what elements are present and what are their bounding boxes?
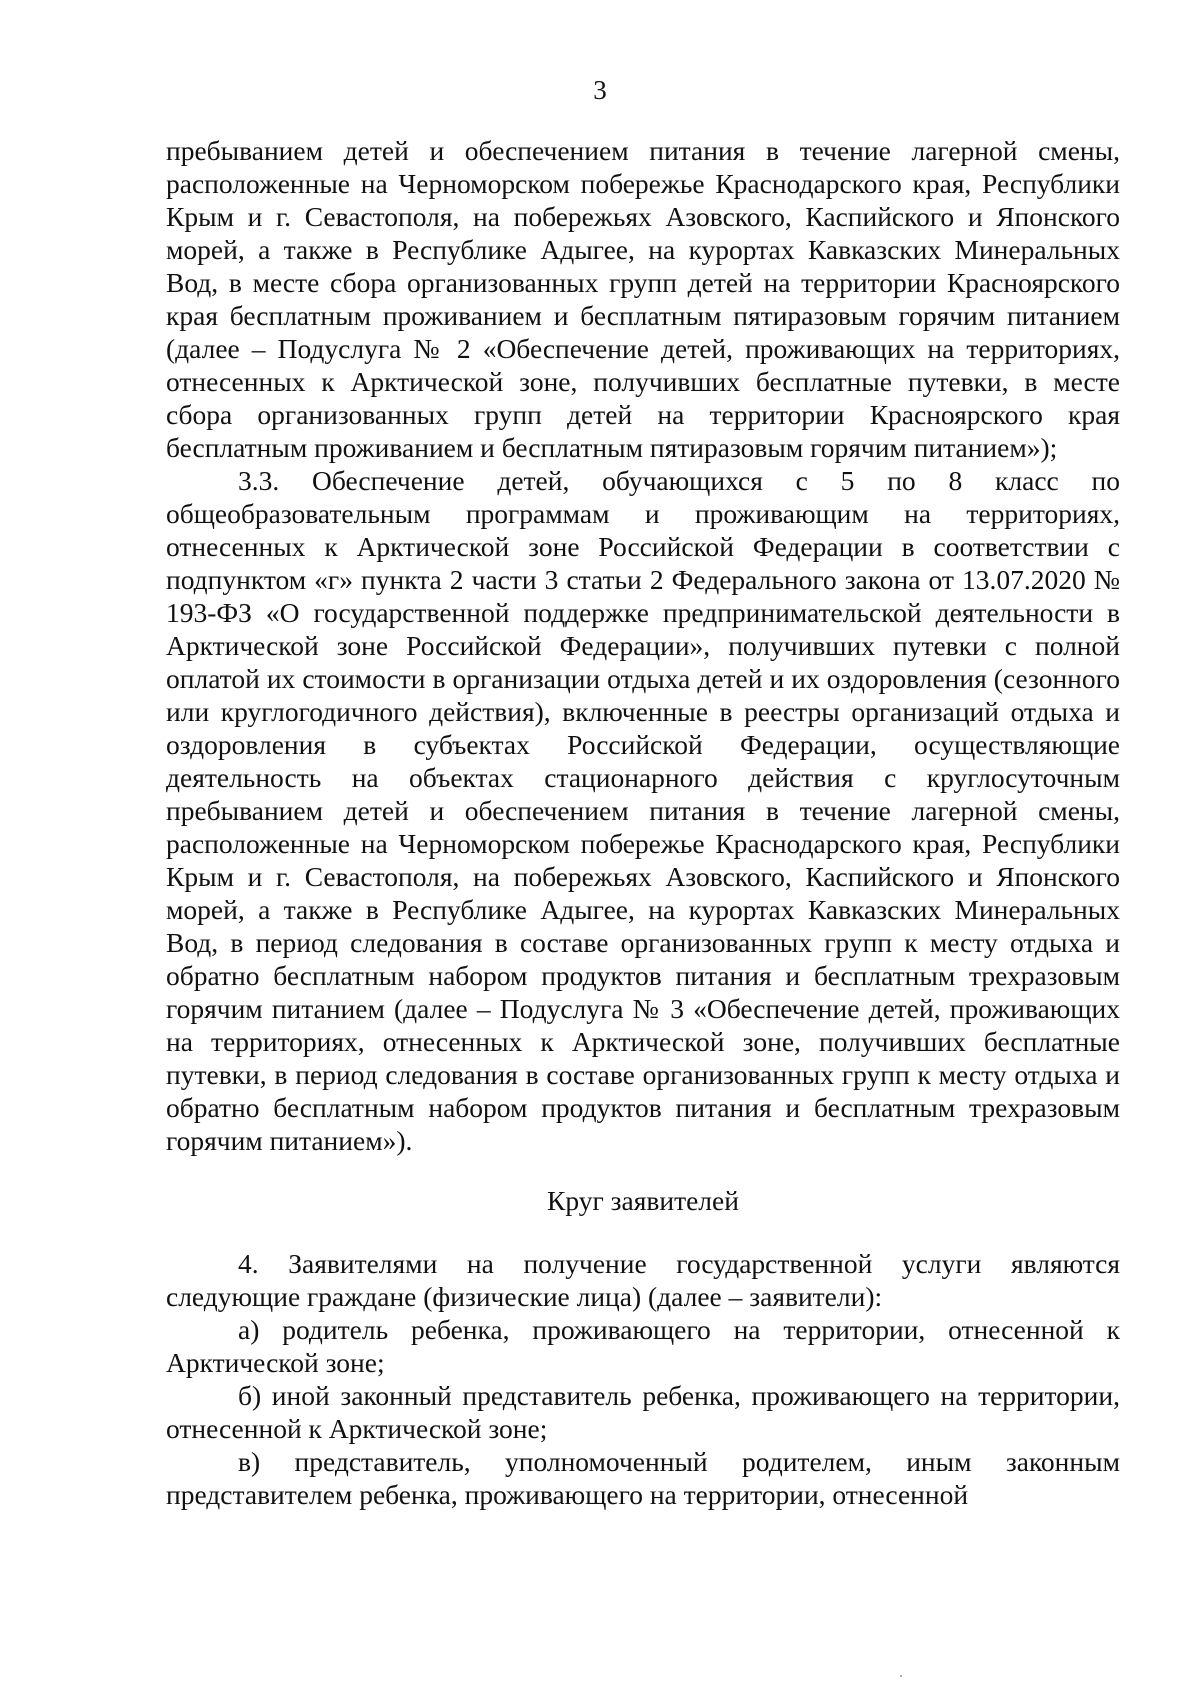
page-number: 3 (593, 75, 607, 105)
paragraph-3-3: 3.3. Обеспечение детей, обучающихся с 5 по 8 класс по общеобразовательным программам и проживающим на территориях, отнесенных к Арктической зоне Российской Федерации в соответствии с подпунктом «г» пункта 2 части 3 статьи 2 Федерального закона от 13.07.2020 № 193-ФЗ «О государственной поддержке предпринимательской деятельности в Арктической зоне Российской Федерации», получивших путевки с полной оплатой их стоимости в организации отдыха детей и их оздоровления (сезонного или круглогодичного действия), включенные в реестры организаций отдыха и оздоровления в субъектах Российской Федерации, осуществляющие деятельность на объектах стационарного действия с круглосуточным пребыванием детей и обеспечением питания в течение лагерной смены, расположенные на Черноморском побережье Краснодарского края, Республики Крым и г. Севастополя, на побережьях Азовского, Каспийского и Японского морей, а также в Республике Адыгее, на курортах Кавказских Минеральных Вод, в период следования в составе организованных групп к месту отдыха и обратно бесплатным набором продуктов питания и бесплатным трехразовым горячим питанием (далее – Подуслуга № 3 «Обеспечение детей, проживающих на территориях, отнесенных к Арктической зоне, получивших бесплатные путевки, в период следования в составе организованных групп к месту отдыха и обратно бесплатным набором продуктов питания и бесплатным трехразовым горячим питанием»). (166, 465, 1120, 1156)
list-item-b: б) иной законный представитель ребенка, проживающего на территории, отнесенной к Арктической зоне; (166, 1380, 1120, 1444)
section-heading: Круг заявителей (547, 1185, 739, 1216)
spacer (166, 1217, 1120, 1247)
spacer (166, 1157, 1120, 1184)
document-body (166, 134, 1120, 1511)
list-item-a: а) родитель ребенка, проживающего на территории, отнесенной к Арктической зоне; (166, 1314, 1120, 1378)
scan-artifact (900, 1675, 902, 1677)
paragraph-4: 4. Заявителями на получение государственной услуги являются следующие граждане (физические лица) (далее – заявители): (166, 1248, 1120, 1312)
list-item-v: в) представитель, уполномоченный родителем, иным законным представителем ребенка, проживающего на территории, отнесенной (166, 1446, 1120, 1510)
paragraph-continuation: пребыванием детей и обеспечением питания в течение лагерной смены, расположенные на Черноморском побережье Краснодарского края, Республики Крым и г. Севастополя, на побережьях Азовского, Каспийского и Японского морей, а также в Республике Адыгее, на курортах Кавказских Минеральных Вод, в месте сбора организованных групп детей на территории Красноярского края бесплатным проживанием и бесплатным пятиразовым горячим питанием (далее – Подуслуга № 2 «Обеспечение детей, проживающих на территориях, отнесенных к Арктической зоне, получивших бесплатные путевки, в месте сбора организованных групп детей на территории Красноярского края бесплатным проживанием и бесплатным пятиразовым горячим питанием»); (166, 135, 1120, 463)
